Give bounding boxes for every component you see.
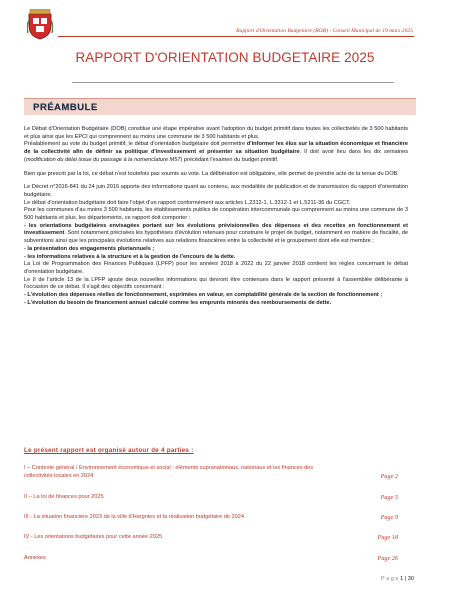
list-item: - les informations relatives à la structure et à la gestion de l'encours de la dette. <box>24 253 236 260</box>
preamble-body <box>24 126 408 307</box>
toc-item[interactable]: II – La loi de finances pour 2025 Page 5 <box>24 494 398 501</box>
paragraph: Le Débat d'Orientation Budgétaire (DOB) constitue une étape impérative avant l'adoption du budget primitif dans toutes les collectivités de 3 500 habitants et plus ainsi que les EPCI qui comprennent au moins une commune de 3 500 habitants et plus. <box>24 126 408 140</box>
page-number: 1 | 30 <box>400 576 414 582</box>
page-label: P a g e <box>380 576 399 582</box>
plan-heading: Le présent rapport est organisé autour de 4 parties : <box>24 447 194 454</box>
paragraph: La Loi de Programmation des Finances Publiques (LPFP) pour les années 2018 à 2022 du 22 janvier 2018 contient les règles concernant le débat d'orientation budgétaire. <box>24 261 408 275</box>
page-title: RAPPORT D'ORIENTATION BUDGETAIRE 2025 <box>75 50 375 65</box>
list-item: - les orientations budgétaires envisagées portant sur les évolutions prévisionnelles des dépenses et des recettes en fonctionnement et investissement. Sont notamment précisées les hypothèses d'évolution retenues pour construire le projet de budget, notamment en matière de fiscalité, de subventions ainsi que les principales évolutions relatives aux relations financières entre la collectivité et le groupement dont elle est membre ; <box>24 222 408 245</box>
paragraph: Le débat d'orientation budgétaire doit faire l'objet d'un rapport conformément aux articles L.2312-1, L.3312-1 et L.5211-36 du CGCT. <box>24 199 351 206</box>
section-heading: PRÉAMBULE <box>33 102 98 113</box>
toc-item[interactable]: I – Contexte général / Environnement économique et social : éléments supranationaux, nationaux et les finances des collectivités locales en 2024 Page 2 <box>24 465 398 480</box>
header-divider <box>58 36 414 37</box>
toc-item[interactable]: Annexes Page 26 <box>24 555 398 562</box>
paragraph: Le Décret n°2016-841 du 24 juin 2016 apporte des informations quant au contenu, aux modalités de publication et de transmission du rapport d'orientation budgétaire. <box>24 184 408 198</box>
page-footer <box>381 576 414 582</box>
toc-item[interactable]: III - La situation financière 2023 de la ville d'Hergnies et la réalisation budgétaire de 2024 Page 9 <box>24 514 398 521</box>
running-header: Rapport d'Orientation Budgetaire (ROB) - Conseil Municipal de 19 mars 2025 <box>236 28 413 34</box>
paragraph: Pour les communes d'au moins 3 500 habitants, les établissements publics de coopération intercommunale qui comprennent au moins une commune de 3 500 habitants et plus, les départements, ce rapport doit comporter : <box>24 207 408 222</box>
paragraph: Le II de l'article 13 de la LPFP ajoute deux nouvelles informations qui devront être contenues dans le rapport présenté à l'assemblée délibérante à l'occasion de ce débat. Il s'agit des objectifs concernant : <box>24 276 408 291</box>
list-item: - L'évolution des dépenses réelles de fonctionnement, exprimées en valeur, en comptabilité générale de la section de fonctionnement ; <box>24 292 383 299</box>
list-item: - L'évolution du besoin de financement annuel calculé comme les emprunts minorés des remboursements de dette. <box>24 299 332 306</box>
title-divider <box>72 82 394 83</box>
toc-item[interactable]: IV - Les orientations budgétaires pour cette année 2025 Page 18 <box>24 534 398 541</box>
coat-of-arms-icon <box>27 9 53 40</box>
paragraph: Bien que prescrit par la loi, ce débat n'est toutefois pas soumis au vote. La délibération est obligatoire, elle permet de prendre acte de la tenue du DOB. <box>24 170 399 177</box>
paragraph: Préalablement au vote du budget primitif, le débat d'orientation budgétaire doit permettre d'informer les élus sur la situation économique et financière de la collectivité afin de définir sa politique d'investissement et présenter sa situation budgétaire. Il doit avoir lieu dans les dix semaines (modification du délai issue du passage à la nomenclature M57) précédant l'examen du budget primitif. <box>24 141 409 163</box>
list-item: - la présentation des engagements pluriannuels ; <box>24 245 155 252</box>
